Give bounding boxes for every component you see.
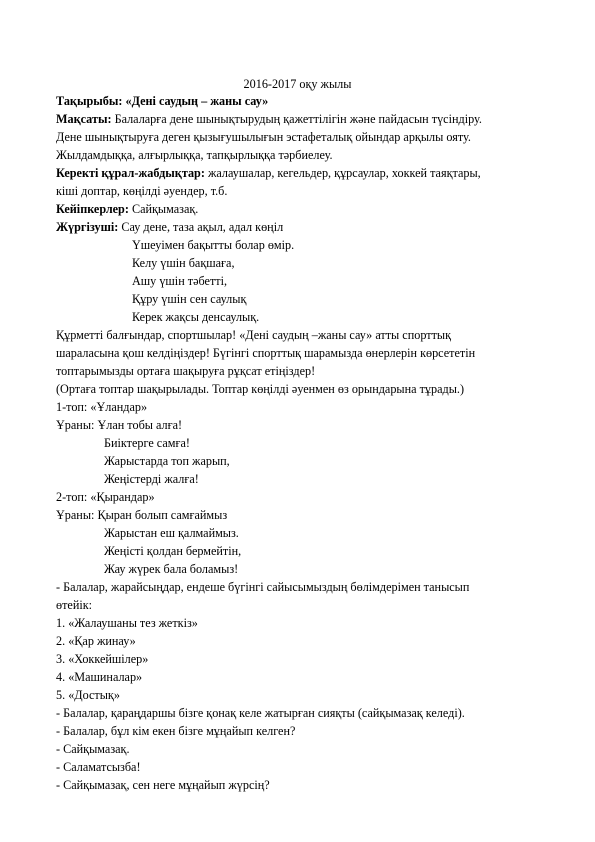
topic-value: «Дені саудың – жаны сау» xyxy=(125,94,269,108)
section-item: 5. «Достық» xyxy=(56,688,120,702)
sections-intro-line: өтейік: xyxy=(56,598,93,612)
section-item: 1. «Жалаушаны тез жеткіз» xyxy=(56,616,198,630)
dialogue-line: - Саламатсызба! xyxy=(56,760,141,774)
team2-motto-label: Ұраны: Қыран болып самғаймыз xyxy=(56,508,228,522)
dialogue-line: - Балалар, бұл кім екен бізге мұңайып келген? xyxy=(56,724,296,738)
characters-value: Сайқымазақ. xyxy=(131,202,199,216)
team2-label: 2-топ: «Қырандар» xyxy=(56,490,155,504)
equipment-value: жалаушалар, кегельдер, құрсаулар, хоккей таяқтары, xyxy=(207,166,481,180)
equipment-line xyxy=(56,165,556,182)
intro-line: топтарымызды ортаға шақыруға рұқсат етіңіздер! xyxy=(56,364,316,378)
goal-label: Мақсаты: xyxy=(56,112,112,126)
characters-label: Кейіпкерлер: xyxy=(56,202,129,216)
section-item: 2. «Қар жинау» xyxy=(56,634,136,648)
topic-label: Тақырыбы: xyxy=(56,94,123,108)
goal-line-2: Дене шынықтыруға деген қызығушылығын эстафеталық ойындар арқылы ояту. xyxy=(56,130,471,144)
poem-line: Келу үшін бақшаға, xyxy=(132,256,235,270)
sections-intro-line: - Балалар, жарайсыңдар, ендеше бүгінгі сайысымыздың бөлімдерімен танысып xyxy=(56,580,470,594)
section-item: 4. «Машиналар» xyxy=(56,670,143,684)
characters-line xyxy=(56,201,556,218)
dialogue-line: - Балалар, қараңдаршы бізге қонақ келе жатырған сияқты (сайқымазақ келеді). xyxy=(56,706,465,720)
team1-motto-line: Жеңістерді жалға! xyxy=(104,472,199,486)
poem-line: Құру үшін сен саулық xyxy=(132,292,247,306)
poem-line: Ашу үшін тәбетті, xyxy=(132,274,228,288)
team2-motto-line: Жау жүрек бала боламыз! xyxy=(104,562,239,576)
year-title: 2016-2017 оқу жылы xyxy=(243,77,352,91)
goal-line-3: Жылдамдыққа, алғырлыққа, тапқырлыққа тәрбиелеу. xyxy=(56,148,333,162)
equipment-label: Керекті құрал-жабдықтар: xyxy=(56,166,205,180)
host-label: Жүргізуші: xyxy=(56,220,119,234)
team2-motto-line: Жеңісті қолдан бермейтін, xyxy=(104,544,242,558)
team1-label: 1-топ: «Ұландар» xyxy=(56,400,148,414)
intro-line: шараласына қош келдіңіздер! Бүгінгі спорттық шарамызда өнерлерін көрсететін xyxy=(56,346,476,360)
equipment-line-2: кіші доптар, көңілді әуендер, т.б. xyxy=(56,184,228,198)
topic-line xyxy=(56,93,556,110)
team1-motto-label: Ұраны: Ұлан тобы алға! xyxy=(56,418,183,432)
dialogue-line: - Сайқымазақ, сен неге мұңайып жүрсің? xyxy=(56,778,270,792)
goal-line xyxy=(56,111,556,128)
goal-value: Балаларға дене шынықтырудың қажеттілігін және пайдасын түсіндіру. xyxy=(114,112,482,126)
dialogue-line: - Сайқымазақ. xyxy=(56,742,130,756)
poem-line: Үшеуімен бақытты болар өмір. xyxy=(132,238,295,252)
host-line xyxy=(56,219,556,236)
team2-motto-line: Жарыстан еш қалмаймыз. xyxy=(104,526,239,540)
intro-line: Құрметті балғындар, спортшылар! «Дені саудың –жаны сау» атты спорттық xyxy=(56,328,452,342)
team1-motto-line: Жарыстарда топ жарып, xyxy=(104,454,230,468)
host-value: Сау дене, таза ақыл, адал көңіл xyxy=(121,220,284,234)
poem-line: Керек жақсы денсаулық. xyxy=(132,310,260,324)
team1-motto-line: Биіктерге самға! xyxy=(104,436,190,450)
intro-line: (Ортаға топтар шақырылады. Топтар көңілді әуенмен өз орындарына тұрады.) xyxy=(56,382,465,396)
section-item: 3. «Хоккейшілер» xyxy=(56,652,149,666)
